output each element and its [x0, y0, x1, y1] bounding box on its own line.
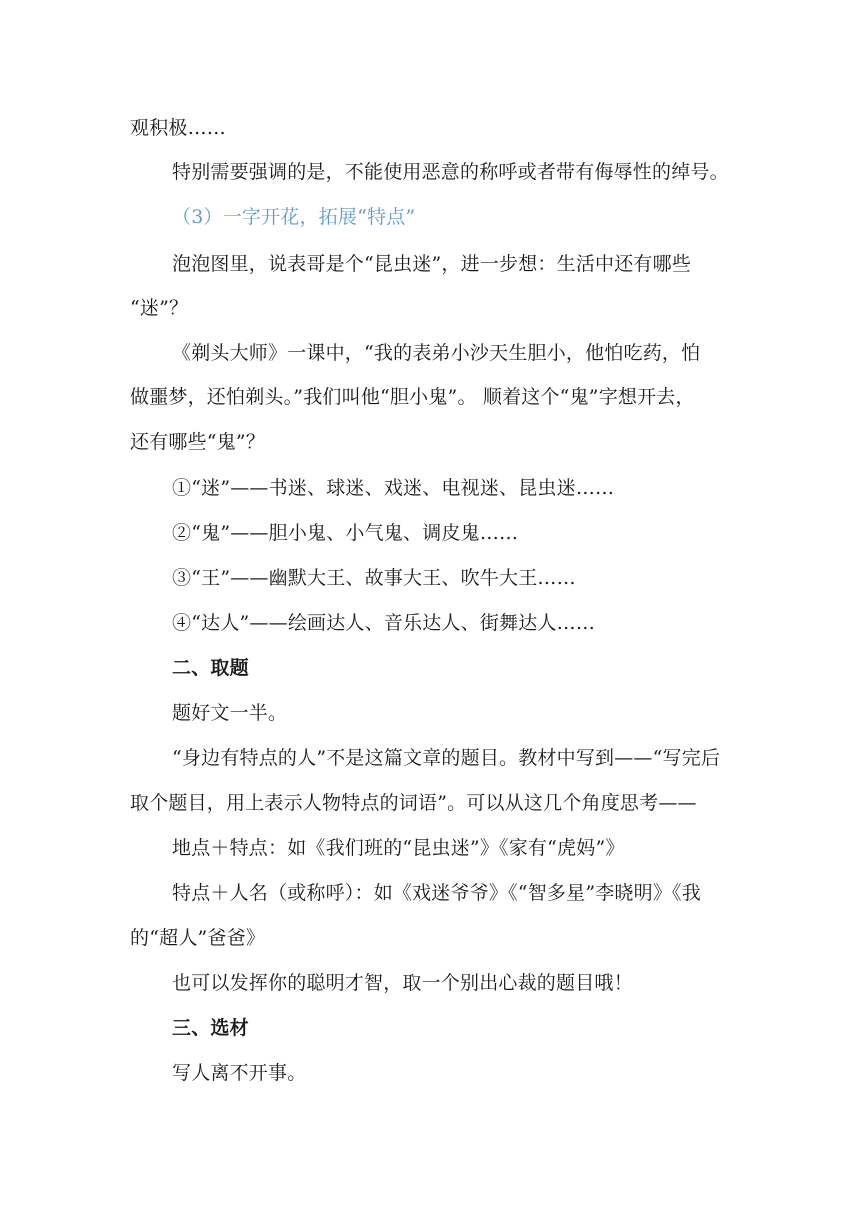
list-item: ③“王”——幽默大王、故事大王、吹牛大王…… [172, 567, 576, 589]
subheading: （3）一字开花，拓展“特点” [172, 206, 416, 228]
paragraph-line: 观积极…… [130, 117, 227, 139]
paragraph-line: 取个题目，用上表示人物特点的词语”。可以从这几个角度思考—— [130, 792, 697, 814]
paragraph-line: 泡泡图里，说表哥是个“昆虫迷”，进一步想：生活中还有哪些 [172, 253, 692, 275]
list-item: ②“鬼”——胆小鬼、小气鬼、调皮鬼…… [172, 522, 519, 544]
paragraph-line: 的“超人”爸爸》 [130, 927, 266, 949]
paragraph-line: 特别需要强调的是，不能使用恶意的称呼或者带有侮辱性的绰号。 [172, 161, 729, 183]
paragraph-line: “迷”？ [130, 297, 189, 319]
paragraph-line: “身边有特点的人”不是这篇文章的题目。教材中写到——“写完后 [172, 747, 721, 769]
list-item: ④“达人”——绘画达人、音乐达人、街舞达人…… [172, 612, 596, 634]
section-heading: 二、取题 [172, 657, 249, 679]
paragraph-line: 还有哪些“鬼”？ [130, 431, 266, 453]
paragraph-line: 《剃头大师》一课中，“我的表弟小沙天生胆小，他怕吃药，怕 [172, 342, 701, 364]
paragraph-line: 地点＋特点：如《我们班的“昆虫迷”》《家有“虎妈”》 [172, 837, 625, 859]
paragraph-line: 题好文一半。 [172, 702, 288, 724]
paragraph-line: 写人离不开事。 [172, 1062, 307, 1084]
section-heading: 三、选材 [172, 1017, 249, 1039]
paragraph-line: 特点＋人名（或称呼）：如《戏迷爷爷》《“智多星”李晓明》《我 [172, 882, 701, 904]
list-item: ①“迷”——书迷、球迷、戏迷、电视迷、昆虫迷…… [172, 477, 615, 499]
paragraph-line: 也可以发挥你的聪明才智，取一个别出心裁的题目哦！ [172, 972, 633, 994]
paragraph-line: 做噩梦，还怕剃头。”我们叫他“胆小鬼”。 顺着这个“鬼”字想开去， [130, 386, 695, 408]
